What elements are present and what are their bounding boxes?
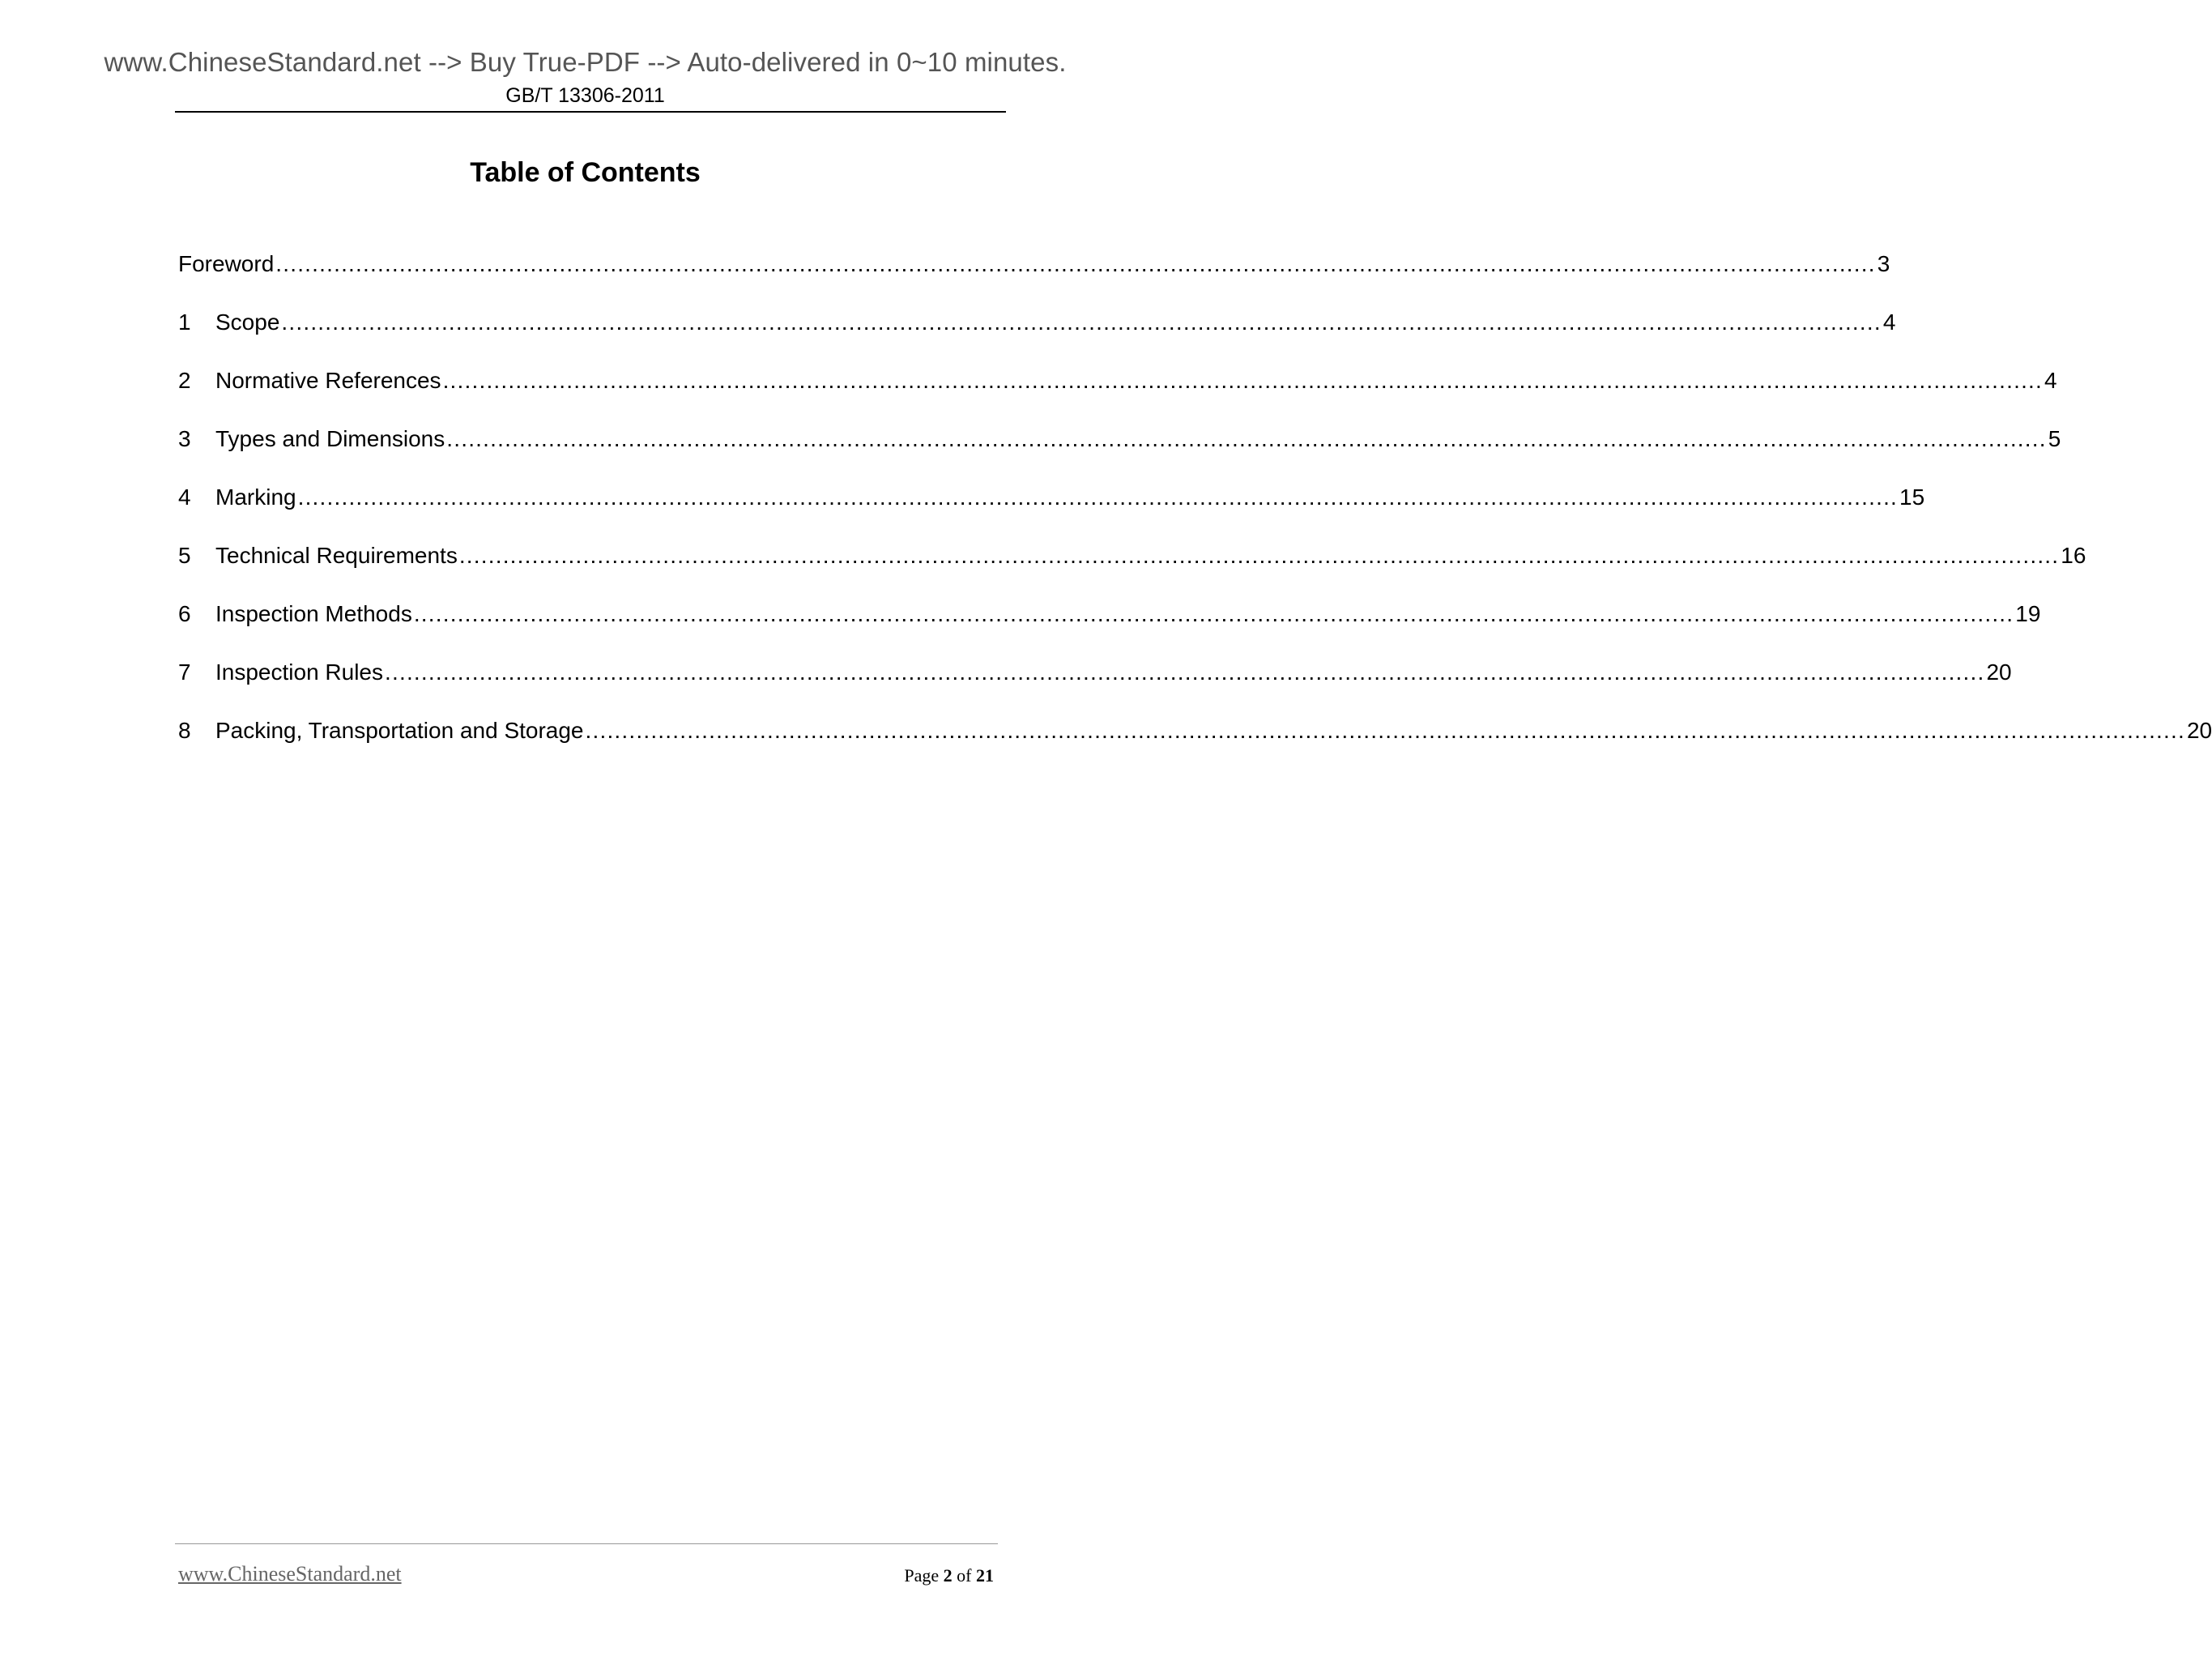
toc-entry-label: Scope bbox=[215, 309, 280, 335]
toc-entry-label: Marking bbox=[215, 484, 296, 510]
toc-entry-number: 5 bbox=[178, 543, 191, 568]
current-page-number: 2 bbox=[943, 1565, 953, 1586]
toc-entry-label: Technical Requirements bbox=[215, 543, 458, 568]
toc-entry-foreword[interactable] bbox=[178, 251, 1890, 309]
page-prefix: Page bbox=[904, 1565, 940, 1586]
toc-entry-page: 16 bbox=[2061, 543, 2086, 568]
toc-dot-leader: ............................................................................................................................................................................................................................ bbox=[585, 718, 2185, 743]
footer-website-link[interactable]: www.ChineseStandard.net bbox=[178, 1562, 402, 1586]
toc-entry-page: 19 bbox=[2015, 601, 2041, 626]
toc-entry-technical-requirements[interactable] bbox=[178, 543, 2086, 601]
toc-entry-number: 8 bbox=[178, 718, 191, 743]
toc-entry-page: 4 bbox=[1882, 309, 1896, 335]
header-banner: www.ChineseStandard.net --> Buy True-PDF --> Auto-delivered in 0~10 minutes. bbox=[104, 47, 1067, 77]
toc-entry-number: 4 bbox=[178, 484, 191, 510]
page-of: of bbox=[957, 1565, 972, 1586]
toc-dot-leader: ............................................................................................................................................................................................................................ bbox=[275, 251, 1876, 276]
footer-divider bbox=[175, 1543, 998, 1544]
toc-entry-page: 20 bbox=[1986, 659, 2012, 685]
toc-entry-page: 20 bbox=[2186, 718, 2212, 743]
toc-entry-label: Inspection Methods bbox=[215, 601, 412, 626]
toc-entry-normative-references[interactable] bbox=[178, 368, 2057, 426]
toc-entry-number: 7 bbox=[178, 659, 191, 685]
toc-dot-leader: ............................................................................................................................................................................................................................ bbox=[446, 426, 2047, 451]
toc-entry-types-and-dimensions[interactable] bbox=[178, 426, 2061, 484]
toc-entry-page: 5 bbox=[2048, 426, 2061, 451]
toc-entry-page: 4 bbox=[2044, 368, 2057, 393]
page-title: Table of Contents bbox=[470, 157, 701, 188]
toc-entry-packing-transportation-storage[interactable] bbox=[178, 718, 2212, 776]
toc-entry-page: 15 bbox=[1899, 484, 1925, 510]
header-divider bbox=[175, 111, 1006, 113]
toc-entry-number: 2 bbox=[178, 368, 191, 393]
toc-entry-number: 3 bbox=[178, 426, 191, 451]
page-indicator bbox=[904, 1565, 994, 1586]
toc-entry-inspection-methods[interactable] bbox=[178, 601, 2041, 659]
toc-entry-label: Inspection Rules bbox=[215, 659, 384, 685]
toc-entry-number: 6 bbox=[178, 601, 191, 626]
standard-number: GB/T 13306-2011 bbox=[505, 84, 665, 107]
toc-dot-leader: ............................................................................................................................................................................................................................ bbox=[281, 309, 1882, 335]
toc-entry-label: Types and Dimensions bbox=[215, 426, 445, 451]
toc-dot-leader: ............................................................................................................................................................................................................................ bbox=[385, 659, 1985, 685]
toc-dot-leader: ............................................................................................................................................................................................................................ bbox=[442, 368, 2044, 393]
toc-entry-label: Packing, Transportation and Storage bbox=[215, 718, 584, 743]
toc-entry-inspection-rules[interactable] bbox=[178, 659, 2012, 718]
toc-dot-leader: ............................................................................................................................................................................................................................ bbox=[297, 484, 1899, 510]
toc-entry-number: 1 bbox=[178, 309, 191, 335]
toc-entry-label: Normative References bbox=[215, 368, 441, 393]
table-of-contents bbox=[178, 251, 2212, 776]
toc-dot-leader: ............................................................................................................................................................................................................................ bbox=[458, 543, 2060, 568]
toc-dot-leader: ............................................................................................................................................................................................................................ bbox=[413, 601, 2014, 626]
toc-entry-page: 3 bbox=[1877, 251, 1890, 276]
toc-entry-marking[interactable] bbox=[178, 484, 1925, 543]
toc-entry-scope[interactable] bbox=[178, 309, 1896, 368]
total-pages-number: 21 bbox=[976, 1565, 994, 1586]
toc-entry-label: Foreword bbox=[178, 251, 275, 276]
